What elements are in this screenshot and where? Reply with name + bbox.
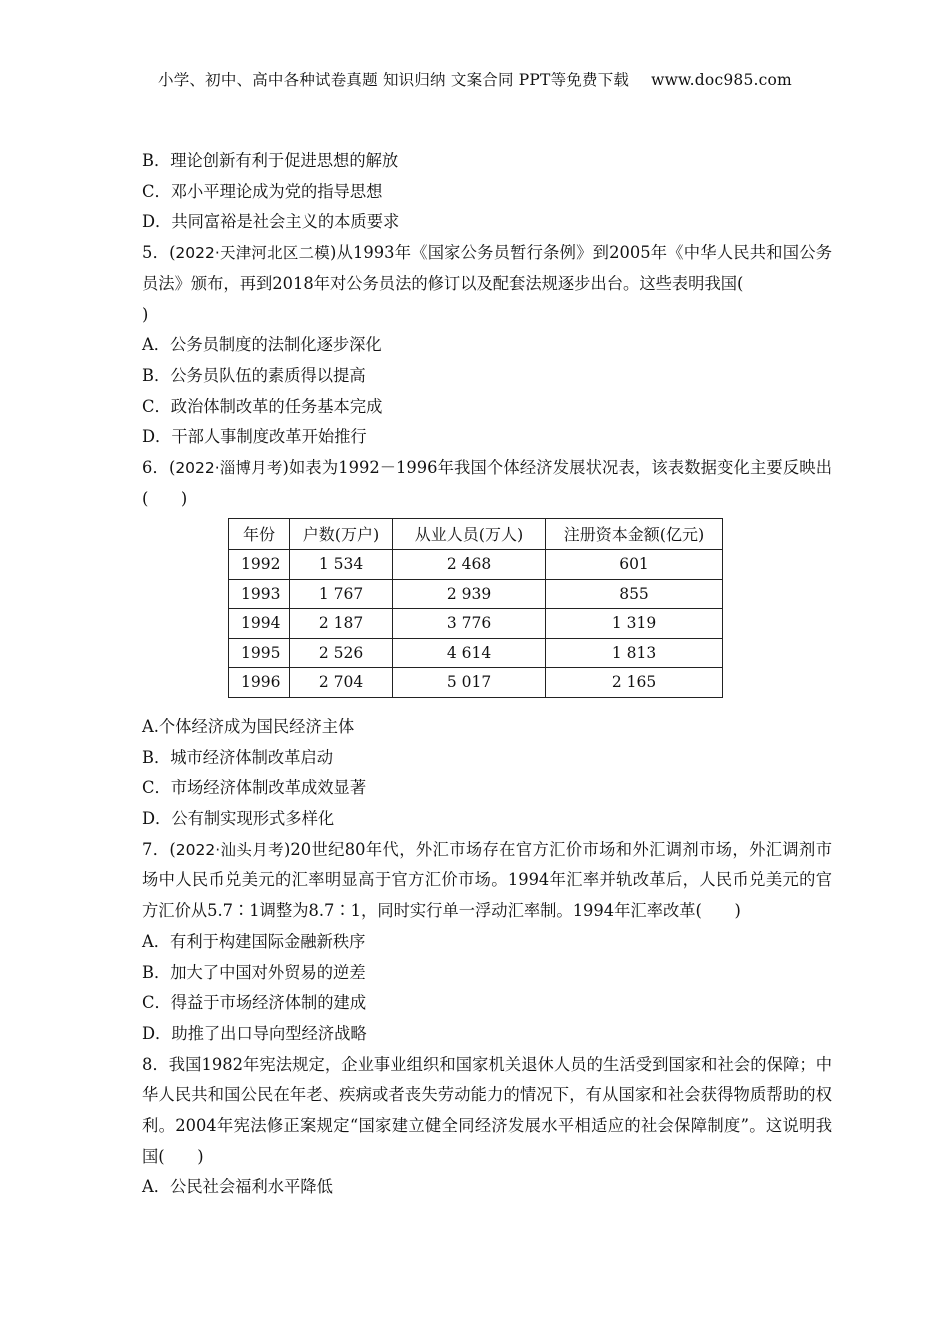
- q6-stem: 6．(2022·淄博月考)如表为1992－1996年我国个体经济发展状况表，该表数据变化主要反映出( ): [142, 458, 832, 508]
- q7-source: 2022·汕头月考: [175, 840, 285, 859]
- q4-option-b: B．理论创新有利于促进思想的解放: [142, 151, 399, 170]
- table-cell: 2 187: [290, 609, 393, 639]
- question-6: [142, 453, 832, 835]
- question-5: [142, 238, 832, 453]
- q4-option-d: D．共同富裕是社会主义的本质要求: [142, 212, 400, 232]
- table-cell: 1 767: [290, 579, 393, 609]
- table-cell: 1 813: [546, 638, 723, 668]
- q7-option-b: B．加大了中国对外贸易的逆差: [142, 962, 366, 982]
- table-cell: 2 165: [546, 668, 723, 698]
- q4-option-c: C．邓小平理论成为党的指导思想: [142, 181, 383, 201]
- q8-stem: 8．我国1982年宪法规定，企业事业组织和国家机关退休人员的生活受到国家和社会的保障；中华人民共和国公民在年老、疾病或者丧失劳动能力的情况下，有从国家和社会获得物质帮助的权利。2004年宪法修正案规定“国家建立健全同经济发展水平相适应的社会保障制度”。这说明我国( ): [142, 1054, 832, 1166]
- page-content: [142, 146, 832, 1203]
- q7-option-d: D．助推了出口导向型经济战略: [142, 1023, 367, 1043]
- q6-option-a: A.个体经济成为国民经济主体: [142, 716, 355, 736]
- table-row: [229, 668, 723, 698]
- question-7: [142, 835, 832, 1050]
- table-row: [229, 550, 723, 580]
- q6-source: 2022·淄博月考: [175, 459, 283, 478]
- table-cell: 1 319: [546, 609, 723, 639]
- table-cell: 1994: [229, 609, 290, 639]
- q6-option-d: D．公有制实现形式多样化: [142, 809, 335, 829]
- table-cell: 1996: [229, 668, 290, 698]
- header-text: 小学、初中、高中各种试卷真题 知识归纳 文案合同 PPT等免费下载: [158, 71, 630, 89]
- q5-stem: 5．(2022·天津河北区二模)从1993年《国家公务员暂行条例》到2005年《中华人民共和国公务员法》颁布，再到2018年对公务员法的修订以及配套法规逐步出台。这些表明我国(: [142, 243, 832, 293]
- q7-option-a: A．有利于构建国际金融新秩序: [142, 931, 366, 951]
- table-cell: 1992: [229, 550, 290, 580]
- q8-option-a: A．公民社会福利水平降低: [142, 1177, 333, 1197]
- table-cell: 2 704: [290, 668, 393, 698]
- q5-option-d: D．干部人事制度改革开始推行: [142, 427, 367, 447]
- q5-option-c: C．政治体制改革的任务基本完成: [142, 396, 383, 416]
- table-cell: 4 614: [393, 638, 546, 668]
- table-header-cell: 户数(万户): [290, 519, 393, 550]
- table-cell: 1993: [229, 579, 290, 609]
- table-cell: 2 939: [393, 579, 546, 609]
- table-header-cell: 从业人员(万人): [393, 519, 546, 550]
- q6-option-b: B．城市经济体制改革启动: [142, 747, 334, 767]
- table-row: [229, 638, 723, 668]
- table-cell: 855: [546, 579, 723, 609]
- question-4-options: [142, 146, 832, 238]
- q5-stem-close: ): [142, 304, 149, 324]
- table-row: [229, 609, 723, 639]
- table-header-row: [229, 519, 723, 550]
- table-cell: 2 468: [393, 550, 546, 580]
- table-row: [229, 579, 723, 609]
- table-cell: 1 534: [290, 550, 393, 580]
- table-cell: 1995: [229, 638, 290, 668]
- table-header-cell: 注册资本金额(亿元): [546, 519, 723, 550]
- q7-stem: 7．(2022·汕头月考)20世纪80年代，外汇市场存在官方汇价市场和外汇调剂市场，外汇调剂市场中人民币兑美元的汇率明显高于官方汇价市场。1994年汇率并轨改革后，人民币兑美元的官方汇价从5.7∶1调整为8.7∶1，同时实行单一浮动汇率制。1994年汇率改革( ): [142, 839, 832, 921]
- q5-source: 2022·天津河北区二模: [175, 244, 330, 263]
- header-site: www.doc985.com: [651, 71, 792, 89]
- q6-option-c: C．市场经济体制改革成效显著: [142, 778, 367, 798]
- question-8: [142, 1050, 832, 1204]
- table-cell: 3 776: [393, 609, 546, 639]
- q5-option-a: A．公务员制度的法制化逐步深化: [142, 335, 382, 355]
- page-header: [0, 68, 950, 90]
- table-cell: 601: [546, 550, 723, 580]
- table-cell: 2 526: [290, 638, 393, 668]
- table-header-cell: 年份: [229, 519, 290, 550]
- data-table: [228, 518, 723, 698]
- table-cell: 5 017: [393, 668, 546, 698]
- q7-option-c: C．得益于市场经济体制的建成: [142, 993, 367, 1013]
- q5-option-b: B．公务员队伍的素质得以提高: [142, 365, 366, 385]
